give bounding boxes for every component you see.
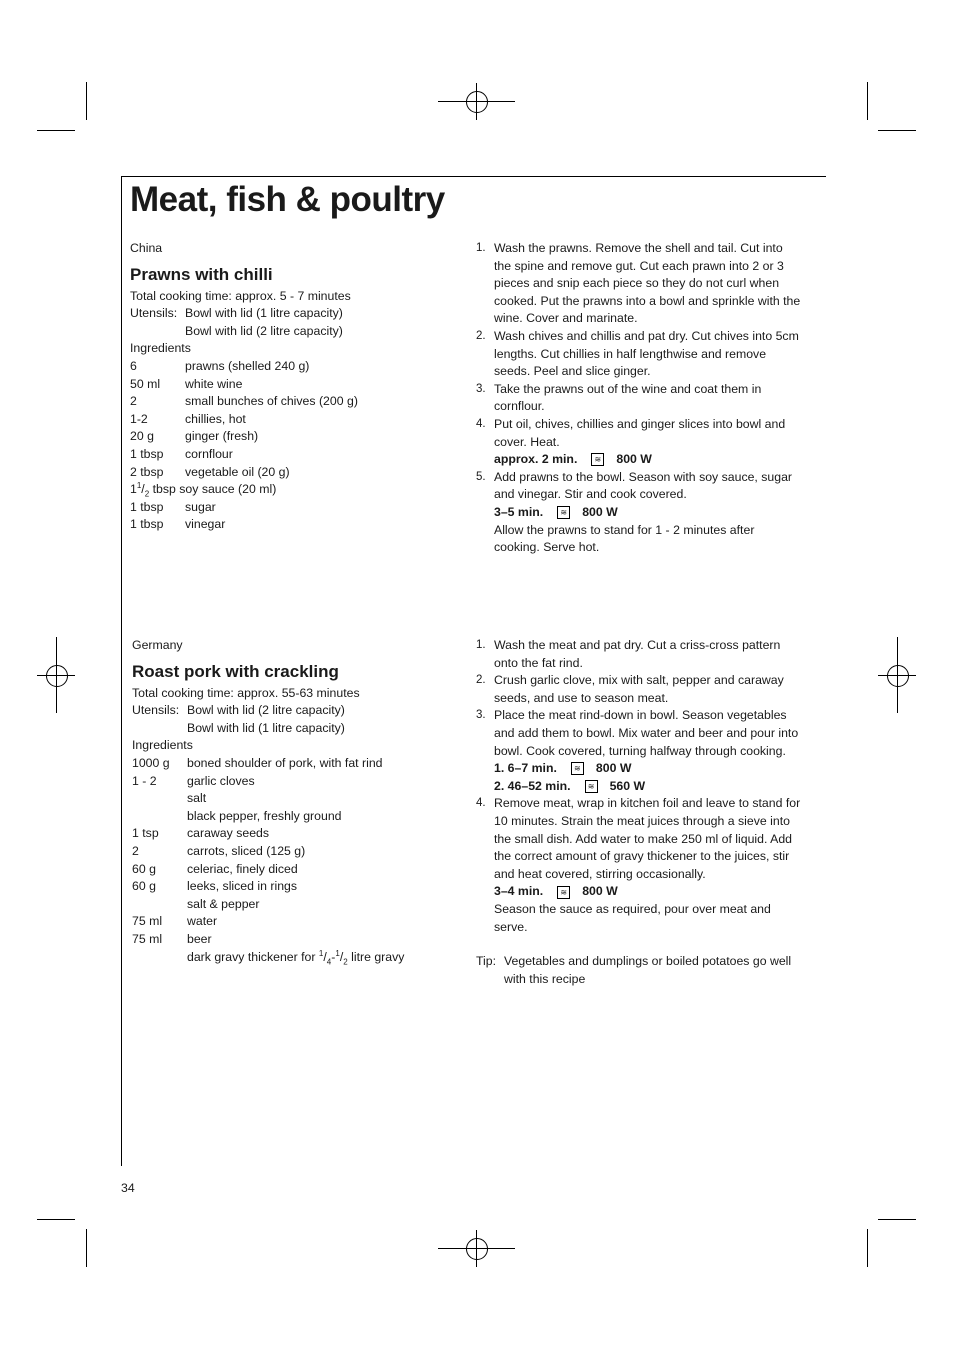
list-item: 4. Remove meat, wrap in kitchen foil and leave to stand for 10 minutes. Strain the meat juices through a sieve into the small dish. Add water to make 250 ml of liquid. Add the correct amount of gravy thickener to the juices, stir and heat covered, stirring occasionally. 3–4 min. ≋ 800 W Season the sauce as required, pour over meat and serve. xyxy=(476,795,801,936)
ingredient-row: 1 - 2 garlic cloves xyxy=(132,773,255,788)
page-number: 34 xyxy=(121,1181,135,1195)
ingredient-row: 1 tbsp sugar xyxy=(130,499,216,514)
microwave-power-icon: ≋ xyxy=(585,780,598,793)
recipe2-title: Roast pork with crackling xyxy=(132,661,339,681)
ingredient-row: 6 prawns (shelled 240 g) xyxy=(130,358,310,373)
list-item: 1. Wash the meat and pat dry. Cut a criss-cross pattern onto the fat rind. xyxy=(476,638,781,670)
list-item: 5. Add prawns to the bowl. Season with soy sauce, sugar and vinegar. Stir and cook covered. 3–5 min. ≋ 800 W Allow the prawns to stand for 1 - 2 minutes after cooking. Serve hot. xyxy=(476,469,801,557)
cooking-time: 1. 6–7 min. ≋ 800 W xyxy=(494,761,632,776)
microwave-power-icon: ≋ xyxy=(591,453,604,466)
recipe2-ingredients xyxy=(132,755,452,966)
ingredient-row: dark gravy thickener for $^1/_4-^1/_2$ litre gravy xyxy=(187,948,405,966)
list-item: 3. Place the meat rind-down in bowl. Season vegetables and add them to bowl. Mix water and beer and pour into bowl. Cook covered, turning halfway through cooking. 1. 6–7 min. ≋ 800 W 2. 46–52 min. ≋ 560 W xyxy=(476,707,801,795)
frame-left-rule xyxy=(121,176,122,1166)
list-item: 2. Wash chives and chillis and pat dry. Cut chives into 5cm lengths. Cut chillies in half lengthwise and remove seeds. Peel and slice ginger. xyxy=(476,328,799,379)
list-item: 2. Crush garlic clove, mix with salt, pepper and caraway seeds, and use to season meat. xyxy=(476,673,784,705)
recipe1-total-time: Total cooking time: approx. 5 - 7 minutes xyxy=(130,288,351,303)
recipe2-country: Germany xyxy=(132,638,183,652)
crop-mark xyxy=(37,130,75,131)
recipe1-country: China xyxy=(130,241,163,255)
crop-mark xyxy=(86,1229,87,1267)
ingredient-row: 75 ml beer xyxy=(132,931,212,946)
recipe1-info: China Prawns with chilli Total cooking time: approx. 5 - 7 minutes Utensils: Bowl with lid (1 litre capacity) Bowl with lid (2 litre capacity) Ingredients 6 prawns (shelled 240 g) 50 ml white wine 2 small bunches of chives (200 g) 1-2 chillies, hot 20 g ginger (fresh) 1 tbsp cornflour 2 tbsp vegetable oil (20 g) $1^1/_2$ tbsp soy sauce (20 ml) 1 tbsp sugar 1 tbsp vinegar xyxy=(130,240,450,534)
recipe1-ingredients xyxy=(130,358,450,534)
list-item: 3. Take the prawns out of the wine and coat them in cornflour. xyxy=(476,381,762,414)
frame-top-rule xyxy=(121,176,826,177)
ingredient-row: black pepper, freshly ground xyxy=(187,808,342,823)
recipe2-method xyxy=(476,637,801,988)
crop-mark xyxy=(86,82,87,120)
ingredient-row: salt xyxy=(187,791,207,806)
ingredient-row: $1^1/_2$ tbsp soy sauce (20 ml) xyxy=(130,481,277,499)
ingredient-row: 2 carrots, sliced (125 g) xyxy=(132,843,306,858)
recipe2-total-time: Total cooking time: approx. 55-63 minutes xyxy=(132,685,360,700)
ingredient-row: 50 ml white wine xyxy=(130,376,243,391)
recipe1-title: Prawns with chilli xyxy=(130,264,273,284)
ingredient-row: 1000 g boned shoulder of pork, with fat rind xyxy=(132,755,383,770)
cooking-time: 3–4 min. ≋ 800 W xyxy=(494,884,618,899)
standing-note: Allow the prawns to stand for 1 - 2 minutes after cooking. Serve hot. xyxy=(494,522,755,555)
crop-mark xyxy=(37,1219,75,1220)
recipe1-ingredients-label: Ingredients xyxy=(130,341,191,356)
ingredient-row: 20 g ginger (fresh) xyxy=(130,429,259,444)
ingredient-row: 1 tbsp cornflour xyxy=(130,446,233,461)
cooking-time: 3–5 min. ≋ 800 W xyxy=(494,504,618,519)
ingredient-row: 2 tbsp vegetable oil (20 g) xyxy=(130,464,290,479)
microwave-power-icon: ≋ xyxy=(571,762,584,775)
recipe-tip: Tip: Vegetables and dumplings or boiled potatoes go well with this recipe xyxy=(476,954,792,986)
ingredient-row: 1 tsp caraway seeds xyxy=(132,826,270,841)
ingredient-row: 60 g celeriac, finely diced xyxy=(132,861,298,876)
ingredient-row: 75 ml water xyxy=(132,914,218,929)
cooking-time: 2. 46–52 min. ≋ 560 W xyxy=(494,778,646,793)
ingredient-row: salt & pepper xyxy=(187,896,260,911)
list-item: 1. Wash the prawns. Remove the shell and tail. Cut into the spine and remove gut. Cut each prawn into 2 or 3 pieces and snip each piece so they do not curl when cooked. Put the prawns into a bowl and sprinkle with the wine. Cover and marinate. xyxy=(476,241,801,326)
microwave-power-icon: ≋ xyxy=(557,886,570,899)
recipe1-utensils: Utensils: Bowl with lid (1 litre capacity) xyxy=(130,306,343,321)
page-title: Meat, fish & poultry xyxy=(130,180,445,219)
recipe1-method xyxy=(476,240,801,557)
crop-mark xyxy=(867,1229,868,1267)
ingredient-row: 60 g leeks, sliced in rings xyxy=(132,879,298,894)
ingredient-row: 1 tbsp vinegar xyxy=(130,517,226,532)
crop-mark xyxy=(878,130,916,131)
ingredient-row: 2 small bunches of chives (200 g) xyxy=(130,394,358,409)
crop-mark xyxy=(867,82,868,120)
list-item: 4. Put oil, chives, chillies and ginger slices into bowl and cover. Heat. approx. 2 min. ≋ 800 W xyxy=(476,416,801,469)
microwave-power-icon: ≋ xyxy=(557,506,570,519)
serving-note: Season the sauce as required, pour over meat and serve. xyxy=(494,901,771,934)
recipe2-ingredients-label: Ingredients xyxy=(132,738,193,753)
fraction-quantity: $1^1/_2$ tbsp xyxy=(130,481,176,499)
crop-mark xyxy=(878,1219,916,1220)
cooking-time: approx. 2 min. ≋ 800 W xyxy=(494,452,652,467)
ingredient-row: 1-2 chillies, hot xyxy=(130,411,246,426)
recipe2-info: Germany Roast pork with crackling Total cooking time: approx. 55-63 minutes Utensils: Bowl with lid (2 litre capacity) Bowl with lid (1 litre capacity) Ingredients 1000 g boned shoulder of pork, with fat rind 1 - 2 garlic cloves salt black pepper, freshly ground 1 tsp caraway seeds 2 carrots, sliced (125 g) 60 g celeriac, finely diced 60 g leeks, sliced in rings salt & pepper 75 ml water 75 ml beer dark gravy thickener for $^1/_4-^1/_2$ litre gravy xyxy=(132,637,452,966)
recipe2-utensils: Utensils: Bowl with lid (2 litre capacity) xyxy=(132,703,345,718)
